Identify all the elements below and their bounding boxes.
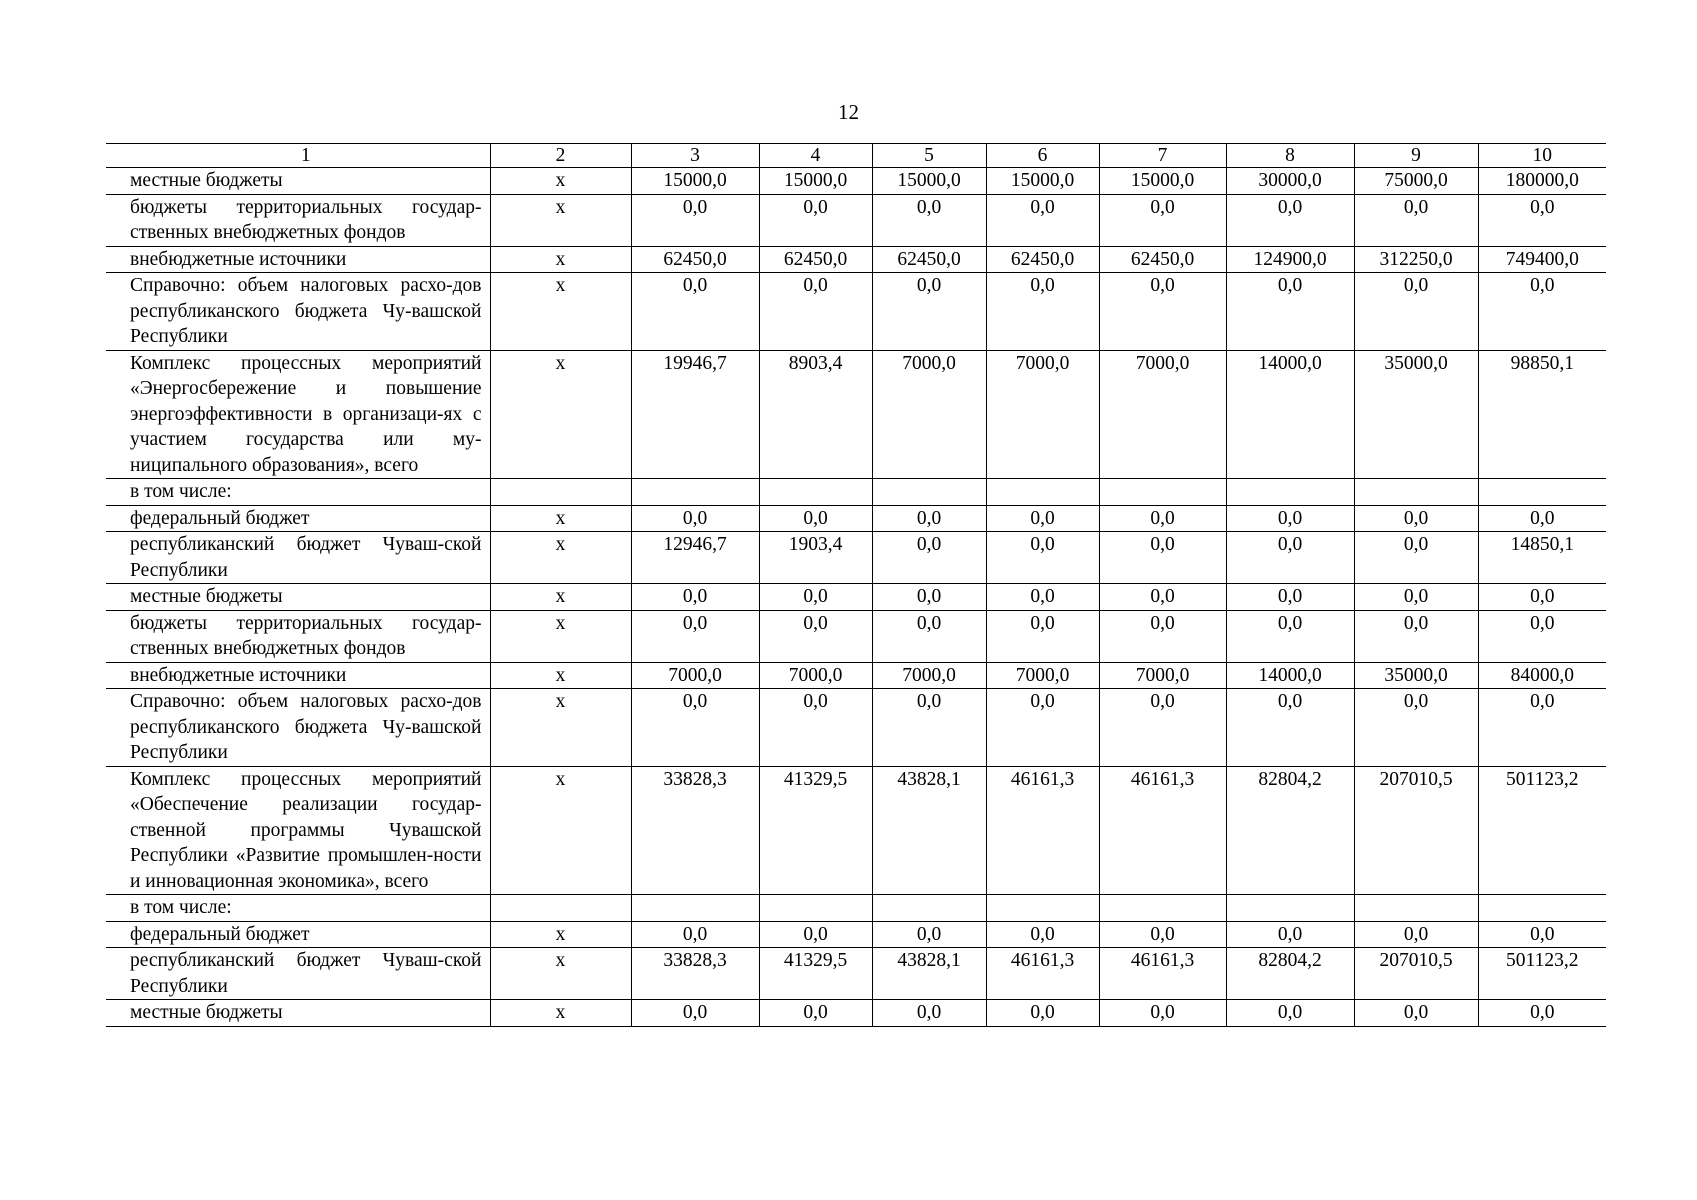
value-cell: 98850,1 xyxy=(1478,350,1606,479)
value-cell xyxy=(1099,895,1226,922)
row-label: внебюджетные источники xyxy=(106,246,490,273)
value-cell: 124900,0 xyxy=(1226,246,1354,273)
value-cell: 0,0 xyxy=(986,1000,1099,1027)
value-cell: 7000,0 xyxy=(1099,350,1226,479)
column-header: 1 xyxy=(106,144,490,168)
value-cell: 0,0 xyxy=(1478,610,1606,662)
value-cell: 0,0 xyxy=(759,273,872,351)
value-cell: 0,0 xyxy=(1354,689,1478,767)
value-cell: 84000,0 xyxy=(1478,662,1606,689)
row-mark: х xyxy=(490,168,631,195)
row-mark: х xyxy=(490,273,631,351)
value-cell: 0,0 xyxy=(986,689,1099,767)
table-body xyxy=(106,144,1606,1027)
value-cell: 0,0 xyxy=(1478,689,1606,767)
row-label: федеральный бюджет xyxy=(106,921,490,948)
value-cell: 0,0 xyxy=(1226,273,1354,351)
value-cell: 0,0 xyxy=(1099,194,1226,246)
column-header: 8 xyxy=(1226,144,1354,168)
value-cell: 0,0 xyxy=(1226,194,1354,246)
value-cell: 0,0 xyxy=(759,505,872,532)
value-cell: 14000,0 xyxy=(1226,350,1354,479)
row-label: бюджеты территориальных государ-ственных внебюджетных фондов xyxy=(106,194,490,246)
row-label: Комплекс процессных мероприятий «Обеспечение реализации государ-ственной программы Чувашской Республики «Развитие промышлен-ности и инновационная экономика», всего xyxy=(106,766,490,895)
value-cell: 0,0 xyxy=(631,610,759,662)
value-cell: 14850,1 xyxy=(1478,532,1606,584)
value-cell: 46161,3 xyxy=(1099,948,1226,1000)
table-row xyxy=(106,948,1606,1000)
value-cell: 75000,0 xyxy=(1354,168,1478,195)
value-cell: 15000,0 xyxy=(872,168,986,195)
row-label: Комплекс процессных мероприятий «Энергосбережение и повышение энергоэффективности в организаци-ях с участием государства или му-ниципального образования», всего xyxy=(106,350,490,479)
row-label: Справочно: объем налоговых расхо-дов республиканского бюджета Чу-вашской Республики xyxy=(106,273,490,351)
value-cell: 0,0 xyxy=(986,921,1099,948)
value-cell: 8903,4 xyxy=(759,350,872,479)
value-cell: 62450,0 xyxy=(631,246,759,273)
value-cell: 0,0 xyxy=(1354,921,1478,948)
value-cell: 35000,0 xyxy=(1354,662,1478,689)
value-cell xyxy=(631,479,759,506)
value-cell: 7000,0 xyxy=(1099,662,1226,689)
row-mark: х xyxy=(490,610,631,662)
value-cell: 0,0 xyxy=(872,689,986,767)
value-cell: 19946,7 xyxy=(631,350,759,479)
value-cell xyxy=(872,479,986,506)
value-cell: 62450,0 xyxy=(1099,246,1226,273)
row-mark: х xyxy=(490,246,631,273)
row-mark xyxy=(490,479,631,506)
value-cell xyxy=(1099,479,1226,506)
value-cell: 30000,0 xyxy=(1226,168,1354,195)
value-cell: 0,0 xyxy=(872,194,986,246)
value-cell: 0,0 xyxy=(1226,505,1354,532)
budget-table xyxy=(106,143,1606,1027)
value-cell: 33828,3 xyxy=(631,766,759,895)
value-cell: 82804,2 xyxy=(1226,948,1354,1000)
value-cell: 14000,0 xyxy=(1226,662,1354,689)
row-label: в том числе: xyxy=(106,479,490,506)
value-cell: 0,0 xyxy=(1478,194,1606,246)
value-cell: 0,0 xyxy=(1354,532,1478,584)
row-label: федеральный бюджет xyxy=(106,505,490,532)
value-cell: 0,0 xyxy=(1099,273,1226,351)
value-cell: 7000,0 xyxy=(872,350,986,479)
value-cell: 0,0 xyxy=(1478,921,1606,948)
value-cell: 82804,2 xyxy=(1226,766,1354,895)
row-mark: х xyxy=(490,948,631,1000)
table-row xyxy=(106,921,1606,948)
column-number-row xyxy=(106,144,1606,168)
value-cell: 0,0 xyxy=(1099,584,1226,611)
value-cell: 0,0 xyxy=(872,532,986,584)
value-cell: 46161,3 xyxy=(1099,766,1226,895)
value-cell: 0,0 xyxy=(986,505,1099,532)
value-cell: 0,0 xyxy=(1099,505,1226,532)
value-cell: 0,0 xyxy=(1354,1000,1478,1027)
value-cell: 33828,3 xyxy=(631,948,759,1000)
value-cell xyxy=(631,895,759,922)
value-cell: 0,0 xyxy=(1478,1000,1606,1027)
table-row xyxy=(106,194,1606,246)
value-cell xyxy=(1226,895,1354,922)
value-cell: 15000,0 xyxy=(1099,168,1226,195)
table-row xyxy=(106,273,1606,351)
value-cell: 15000,0 xyxy=(759,168,872,195)
value-cell: 0,0 xyxy=(1478,584,1606,611)
value-cell: 0,0 xyxy=(631,505,759,532)
value-cell: 0,0 xyxy=(986,194,1099,246)
table-row xyxy=(106,350,1606,479)
table-row xyxy=(106,532,1606,584)
row-label: бюджеты территориальных государ-ственных внебюджетных фондов xyxy=(106,610,490,662)
table-row xyxy=(106,505,1606,532)
value-cell xyxy=(759,479,872,506)
value-cell: 12946,7 xyxy=(631,532,759,584)
value-cell xyxy=(759,895,872,922)
value-cell: 749400,0 xyxy=(1478,246,1606,273)
table-row xyxy=(106,610,1606,662)
value-cell: 0,0 xyxy=(1099,921,1226,948)
value-cell xyxy=(1354,479,1478,506)
table-row xyxy=(106,895,1606,922)
value-cell: 0,0 xyxy=(1226,1000,1354,1027)
table-row xyxy=(106,689,1606,767)
value-cell: 0,0 xyxy=(759,921,872,948)
row-mark: х xyxy=(490,766,631,895)
value-cell: 0,0 xyxy=(872,1000,986,1027)
column-header: 2 xyxy=(490,144,631,168)
table-row xyxy=(106,584,1606,611)
value-cell: 41329,5 xyxy=(759,948,872,1000)
page-number: 12 xyxy=(838,100,859,124)
value-cell: 7000,0 xyxy=(986,662,1099,689)
value-cell: 0,0 xyxy=(872,610,986,662)
column-header: 4 xyxy=(759,144,872,168)
value-cell: 15000,0 xyxy=(986,168,1099,195)
value-cell: 0,0 xyxy=(1354,273,1478,351)
column-header: 3 xyxy=(631,144,759,168)
value-cell: 46161,3 xyxy=(986,766,1099,895)
value-cell: 0,0 xyxy=(759,1000,872,1027)
table-row xyxy=(106,246,1606,273)
value-cell: 0,0 xyxy=(631,194,759,246)
column-header: 6 xyxy=(986,144,1099,168)
row-mark: х xyxy=(490,662,631,689)
row-label: внебюджетные источники xyxy=(106,662,490,689)
value-cell: 0,0 xyxy=(1478,505,1606,532)
row-label: местные бюджеты xyxy=(106,584,490,611)
value-cell xyxy=(1354,895,1478,922)
value-cell: 7000,0 xyxy=(872,662,986,689)
value-cell: 0,0 xyxy=(872,921,986,948)
row-mark: х xyxy=(490,921,631,948)
value-cell: 0,0 xyxy=(986,273,1099,351)
value-cell xyxy=(1478,479,1606,506)
row-label: республиканский бюджет Чуваш-ской Республики xyxy=(106,948,490,1000)
column-header: 7 xyxy=(1099,144,1226,168)
value-cell: 0,0 xyxy=(759,689,872,767)
row-mark: х xyxy=(490,584,631,611)
table-row xyxy=(106,662,1606,689)
value-cell: 0,0 xyxy=(1226,689,1354,767)
value-cell: 0,0 xyxy=(631,921,759,948)
value-cell: 0,0 xyxy=(1099,689,1226,767)
value-cell: 207010,5 xyxy=(1354,948,1478,1000)
value-cell: 0,0 xyxy=(631,1000,759,1027)
row-label: местные бюджеты xyxy=(106,1000,490,1027)
value-cell: 0,0 xyxy=(759,610,872,662)
row-mark: х xyxy=(490,1000,631,1027)
column-header: 9 xyxy=(1354,144,1478,168)
value-cell: 0,0 xyxy=(986,610,1099,662)
table-row xyxy=(106,766,1606,895)
value-cell xyxy=(1226,479,1354,506)
value-cell: 0,0 xyxy=(631,584,759,611)
value-cell: 0,0 xyxy=(1354,610,1478,662)
value-cell: 501123,2 xyxy=(1478,948,1606,1000)
value-cell: 312250,0 xyxy=(1354,246,1478,273)
table-row xyxy=(106,168,1606,195)
value-cell: 62450,0 xyxy=(872,246,986,273)
value-cell: 0,0 xyxy=(631,689,759,767)
value-cell: 0,0 xyxy=(1354,505,1478,532)
row-label: Справочно: объем налоговых расхо-дов республиканского бюджета Чу-вашской Республики xyxy=(106,689,490,767)
row-mark: х xyxy=(490,505,631,532)
row-label: республиканский бюджет Чуваш-ской Республики xyxy=(106,532,490,584)
table-row xyxy=(106,1000,1606,1027)
value-cell xyxy=(872,895,986,922)
value-cell: 0,0 xyxy=(986,532,1099,584)
value-cell: 0,0 xyxy=(631,273,759,351)
value-cell: 0,0 xyxy=(759,584,872,611)
value-cell: 15000,0 xyxy=(631,168,759,195)
row-mark: х xyxy=(490,194,631,246)
value-cell: 0,0 xyxy=(1354,194,1478,246)
value-cell: 0,0 xyxy=(872,273,986,351)
value-cell: 0,0 xyxy=(872,584,986,611)
value-cell: 0,0 xyxy=(1478,273,1606,351)
value-cell: 1903,4 xyxy=(759,532,872,584)
value-cell: 0,0 xyxy=(1099,1000,1226,1027)
value-cell: 7000,0 xyxy=(759,662,872,689)
value-cell: 62450,0 xyxy=(759,246,872,273)
row-label: местные бюджеты xyxy=(106,168,490,195)
value-cell: 7000,0 xyxy=(986,350,1099,479)
value-cell xyxy=(986,479,1099,506)
value-cell: 0,0 xyxy=(759,194,872,246)
value-cell: 35000,0 xyxy=(1354,350,1478,479)
value-cell: 0,0 xyxy=(1354,584,1478,611)
value-cell: 180000,0 xyxy=(1478,168,1606,195)
value-cell: 0,0 xyxy=(1226,610,1354,662)
row-mark: х xyxy=(490,532,631,584)
value-cell: 0,0 xyxy=(1099,532,1226,584)
value-cell: 0,0 xyxy=(1226,921,1354,948)
value-cell: 62450,0 xyxy=(986,246,1099,273)
value-cell: 0,0 xyxy=(872,505,986,532)
value-cell xyxy=(986,895,1099,922)
value-cell: 207010,5 xyxy=(1354,766,1478,895)
value-cell: 0,0 xyxy=(986,584,1099,611)
value-cell: 43828,1 xyxy=(872,766,986,895)
value-cell: 0,0 xyxy=(1226,584,1354,611)
value-cell: 501123,2 xyxy=(1478,766,1606,895)
value-cell: 46161,3 xyxy=(986,948,1099,1000)
row-mark: х xyxy=(490,689,631,767)
row-label: в том числе: xyxy=(106,895,490,922)
row-mark: х xyxy=(490,350,631,479)
value-cell: 7000,0 xyxy=(631,662,759,689)
value-cell: 0,0 xyxy=(1099,610,1226,662)
value-cell: 41329,5 xyxy=(759,766,872,895)
value-cell: 0,0 xyxy=(1226,532,1354,584)
table-row xyxy=(106,479,1606,506)
column-header: 10 xyxy=(1478,144,1606,168)
column-header: 5 xyxy=(872,144,986,168)
row-mark xyxy=(490,895,631,922)
value-cell: 43828,1 xyxy=(872,948,986,1000)
value-cell xyxy=(1478,895,1606,922)
